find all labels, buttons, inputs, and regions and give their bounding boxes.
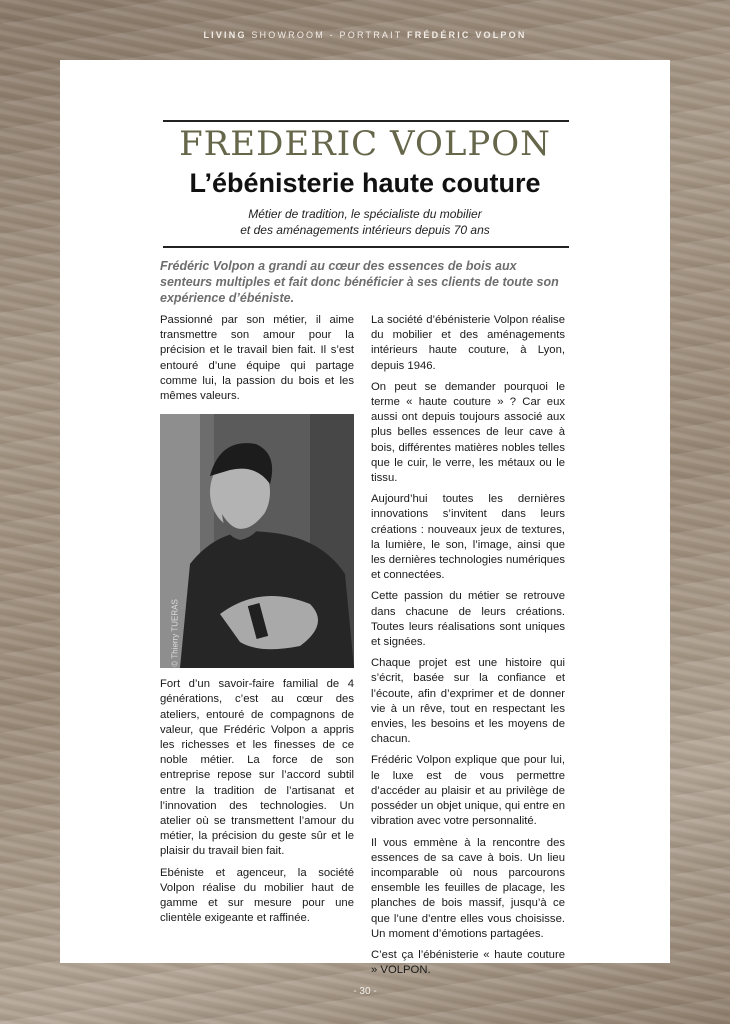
article-title: L’ébénisterie haute couture — [189, 168, 541, 198]
portrait-name-heading: FREDERIC VOLPON — [179, 124, 551, 164]
header-section-living: LIVING — [203, 30, 247, 40]
article-subtitle — [60, 206, 670, 238]
portrait-illustration — [160, 414, 354, 668]
article-page — [60, 60, 670, 977]
paragraph: La société d’ébénisterie Volpon réalise du mobilier et des aménagements intérieurs haute couture, à Lyon, depuis 1946. — [371, 314, 565, 372]
paragraph: Aujourd’hui toutes les dernières innovations s’invitent dans leurs créations : nouveaux jeux de textures, la lumière, le son, l’image, ainsi que les dernières technologies numériques et connectées. — [371, 493, 565, 582]
paragraph: Frédéric Volpon explique que pour lui, le luxe est de vous permettre d’accéder au plaisir et au privilège de posséder un objet unique, qui entre en vibration avec votre personnalité. — [371, 754, 565, 828]
header-section: SHOWROOM - PORTRAIT — [246, 30, 408, 40]
paragraph: Il vous emmène à la rencontre des essences de sa cave à bois. Un lieu incomparable où nous parcourons ensemble les feuilles de placage, les planches de bois massif, jusqu’à ce que l’une d’entre elles vous choisisse. Un moment d’émotions partagées. — [371, 836, 565, 940]
subtitle-line-1: Métier de tradition, le spécialiste du mobilier — [248, 207, 482, 221]
top-divider — [163, 120, 569, 122]
left-column — [160, 313, 354, 932]
paragraph: Ebéniste et agenceur, la société Volpon réalise du mobilier haut de gamme et sur mesure pour une clientèle exigeante et raffinée. — [160, 866, 354, 925]
portrait-photo — [160, 414, 354, 668]
photo-credit: © Thierry TUERAS — [170, 599, 180, 667]
paragraph: Cette passion du métier se retrouve dans chacune de leurs créations. Toutes leurs réalisations sont uniques et signées. — [371, 590, 565, 649]
right-column — [371, 313, 565, 984]
paragraph: C’est ça l’ébénisterie « haute couture » VOLPON. — [371, 948, 565, 977]
header-portrait-name: FRÉDÉRIC VOLPON — [407, 30, 527, 40]
subtitle-line-2: et des aménagements intérieurs depuis 70 ans — [240, 223, 490, 237]
paragraph: Chaque projet est une histoire qui s’écrit, basée sur la confiance et l’écoute, afin d’exprimer et de donner vie à un rêve, tout en respectant les envies, les besoins et les moyens de chacun. — [371, 657, 565, 746]
paragraph: Passionné par son métier, il aime transmettre son amour pour la précision et le travail bien fait. Il s’est entouré d’une équipe qui partage comme lui, la passion du bois et les mêmes valeurs. — [160, 314, 354, 403]
bottom-divider — [163, 246, 569, 248]
paragraph: On peut se demander pourquoi le terme « haute couture » ? Car eux aussi ont depuis toujours associé aux plus belles essences de leur cave à bois, différentes matières nobles telles que le cuir, le verre, les métaux ou le tissu. — [371, 380, 565, 485]
running-header — [0, 30, 730, 40]
article-lead: Frédéric Volpon a grandi au cœur des essences de bois aux senteurs multiples et fait donc bénéficier à ses clients de toute son expérience d’ébéniste. — [160, 259, 559, 305]
page-number: - 30 - — [353, 986, 377, 997]
paragraph: Fort d’un savoir-faire familial de 4 générations, c’est au cœur des ateliers, entouré de compagnons de valeur, que Frédéric Volpon a appris les richesses et les finesses de ce noble métier. La force de son entreprise repose sur l’accord subtil entre la tradition de l’artisanat et l’innovation des technologies. Un atelier où se transmettent l’amour du métier, la précision du geste sûr et le plaisir du travail bien fait. — [160, 678, 354, 858]
